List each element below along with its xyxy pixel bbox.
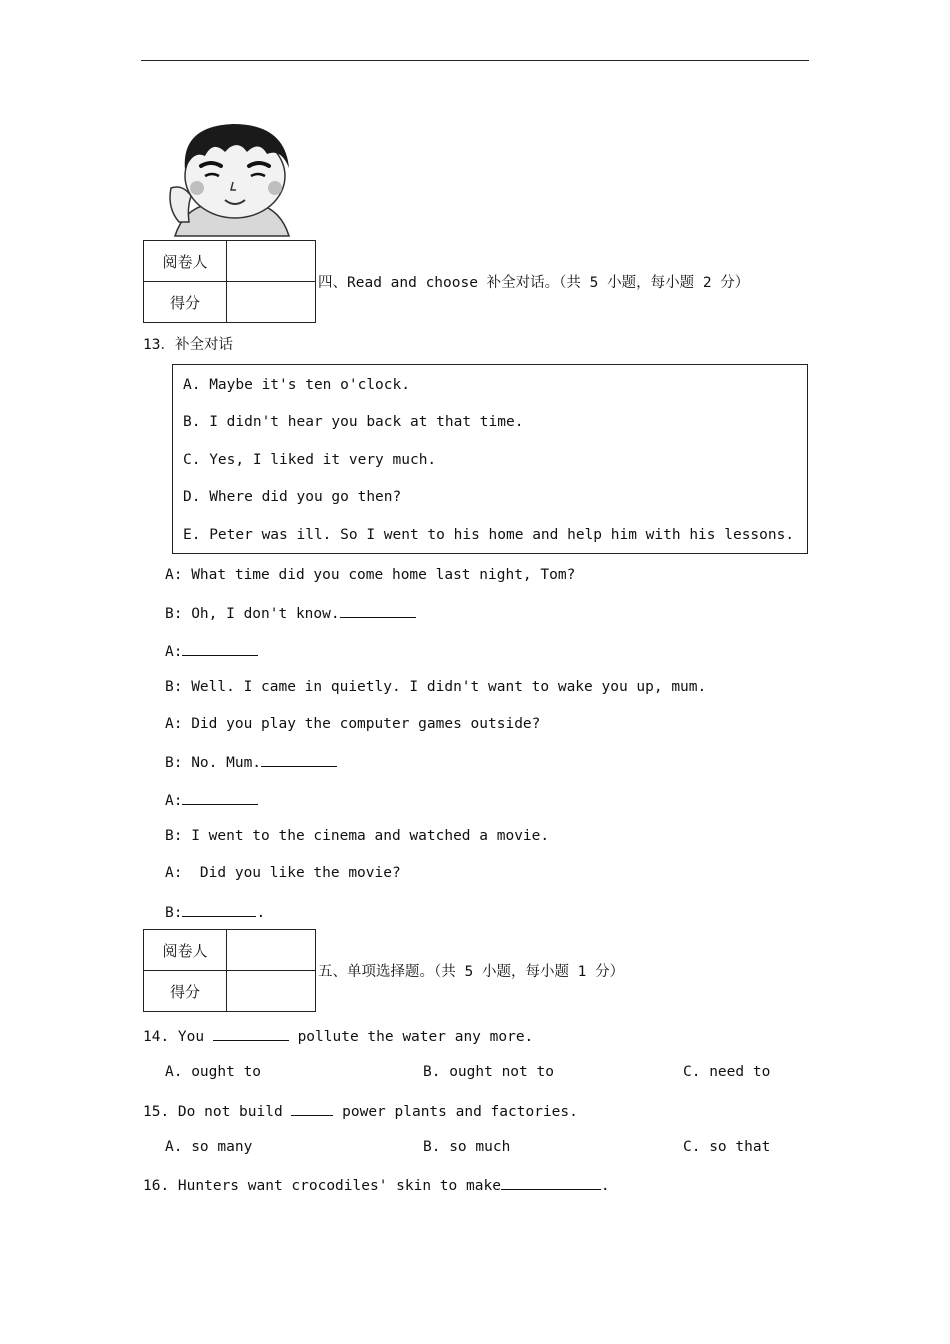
- dialogue-line-9: A: Did you like the movie?: [165, 865, 401, 881]
- q15-choice-a[interactable]: A. so many: [165, 1139, 253, 1155]
- q14-choice-a[interactable]: A. ought to: [165, 1064, 262, 1080]
- section4-heading: 四、Read and choose 补全对话。（共 5 小题，每小题 2 分）: [318, 275, 750, 291]
- reviewer-label: 阅卷人: [144, 241, 227, 282]
- answer-blank[interactable]: [182, 641, 258, 656]
- q14-stem: 14. You pollute the water any more.: [143, 1026, 533, 1046]
- score-label: 得分: [144, 971, 227, 1012]
- dialogue-line-1: A: What time did you come home last night, Tom?: [165, 567, 576, 583]
- answer-blank[interactable]: [501, 1175, 601, 1190]
- dialogue-line-3: A:: [165, 641, 258, 661]
- q14-choice-b[interactable]: B. ought not to: [423, 1064, 554, 1080]
- q14-choice-c[interactable]: C. need to: [683, 1064, 771, 1080]
- dialogue-line-5: A: Did you play the computer games outside?: [165, 716, 541, 732]
- score-cell: [227, 282, 316, 323]
- answer-blank[interactable]: [213, 1026, 289, 1041]
- score-table-section4: [143, 240, 316, 323]
- q13-option-e: E. Peter was ill. So I went to his home and help him with his lessons.: [183, 527, 795, 543]
- reviewer-cell: [227, 241, 316, 282]
- score-label: 得分: [144, 282, 227, 323]
- header-rule: [141, 60, 809, 61]
- q15-stem: 15. Do not build power plants and factories.: [143, 1101, 578, 1121]
- reviewer-cell: [227, 930, 316, 971]
- score-cell: [227, 971, 316, 1012]
- answer-blank[interactable]: [291, 1101, 333, 1116]
- dialogue-line-7: A:: [165, 790, 258, 810]
- q13-option-d: D. Where did you go then?: [183, 489, 402, 505]
- answer-blank[interactable]: [340, 603, 416, 618]
- q13-option-b: B. I didn't hear you back at that time.: [183, 414, 524, 430]
- cartoon-boy-image: [163, 118, 293, 238]
- q15-choice-b[interactable]: B. so much: [423, 1139, 511, 1155]
- q16-stem: 16. Hunters want crocodiles' skin to make .: [143, 1175, 610, 1195]
- score-table-section5: [143, 929, 316, 1012]
- dialogue-line-2: B: Oh, I don't know.: [165, 603, 416, 623]
- answer-blank[interactable]: [182, 902, 256, 917]
- q15-choice-c[interactable]: C. so that: [683, 1139, 771, 1155]
- section5-heading: 五、单项选择题。（共 5 小题，每小题 1 分）: [318, 964, 625, 980]
- answer-blank[interactable]: [261, 752, 337, 767]
- q13-option-c: C. Yes, I liked it very much.: [183, 452, 437, 468]
- dialogue-line-10: B: .: [165, 902, 265, 922]
- answer-blank[interactable]: [182, 790, 258, 805]
- dialogue-line-4: B: Well. I came in quietly. I didn't want to wake you up, mum.: [165, 679, 707, 695]
- dialogue-line-8: B: I went to the cinema and watched a movie.: [165, 828, 550, 844]
- dialogue-line-6: B: No. Mum.: [165, 752, 337, 772]
- reviewer-label: 阅卷人: [144, 930, 227, 971]
- q13-title: 13．补全对话: [143, 337, 233, 353]
- q13-option-a: A. Maybe it's ten o'clock.: [183, 377, 410, 393]
